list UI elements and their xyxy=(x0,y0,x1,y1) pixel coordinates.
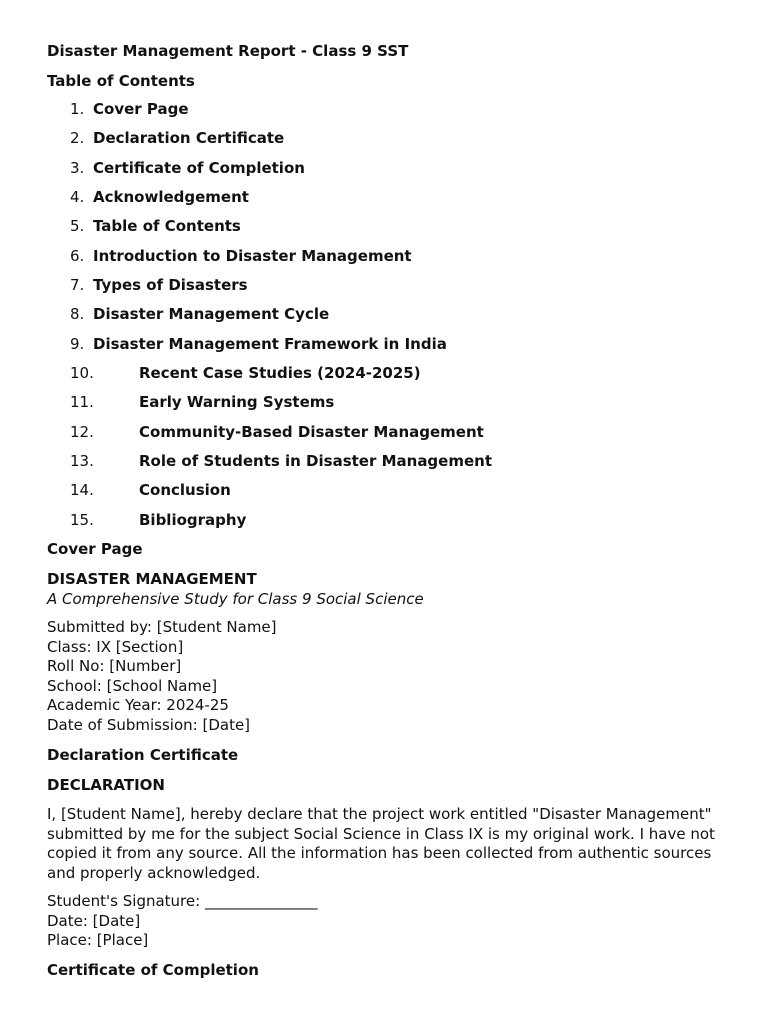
toc-item-label: Types of Disasters xyxy=(93,275,248,294)
signature-line: Student's Signature: _______________ xyxy=(47,892,318,910)
toc-item-label: Certificate of Completion xyxy=(93,158,305,177)
school-line: School: [School Name] xyxy=(47,676,218,695)
toc-item-label: Community-Based Disaster Management xyxy=(139,422,484,441)
toc-item-number: 7. xyxy=(70,275,85,294)
toc-item-label: Disaster Management Framework in India xyxy=(93,334,447,353)
cover-details xyxy=(47,618,277,735)
toc-item-number: 4. xyxy=(70,187,85,206)
report-title: Disaster Management Report - Class 9 SST xyxy=(47,42,409,60)
toc-item-label: Bibliography xyxy=(139,510,247,529)
declaration-date: Date: [Date] xyxy=(47,911,141,930)
toc-item-number: 10. xyxy=(70,363,94,382)
toc-item-number: 13. xyxy=(70,451,94,470)
cover-subtitle: A Comprehensive Study for Class 9 Social Science xyxy=(47,590,424,608)
toc-item-number: 11. xyxy=(70,393,94,412)
toc-item-label: Early Warning Systems xyxy=(139,393,335,412)
toc-item-label: Role of Students in Disaster Management xyxy=(139,451,492,470)
declaration-title: DECLARATION xyxy=(47,776,165,794)
toc-heading: Table of Contents xyxy=(47,72,195,90)
roll-no: Roll No: [Number] xyxy=(47,657,182,675)
toc-item-label: Cover Page xyxy=(93,100,189,118)
toc-item-number: 9. xyxy=(70,334,85,353)
toc-item-number: 1. xyxy=(70,100,85,118)
toc-item-label: Introduction to Disaster Management xyxy=(93,246,412,265)
toc-item-number: 15. xyxy=(70,510,94,529)
toc-item-number: 12. xyxy=(70,422,94,441)
declaration-place: Place: [Place] xyxy=(47,931,149,949)
toc-item-number: 3. xyxy=(70,158,85,177)
declaration-signoff xyxy=(47,892,317,951)
toc-item-number: 14. xyxy=(70,481,94,500)
toc-item-label: Acknowledgement xyxy=(93,187,249,206)
toc-item-label: Disaster Management Cycle xyxy=(93,305,330,324)
toc-item-label: Table of Contents xyxy=(93,217,241,236)
submission-date: Date of Submission: [Date] xyxy=(47,715,251,734)
class-line: Class: IX [Section] xyxy=(47,637,184,656)
cover-heading: Cover Page xyxy=(47,540,143,558)
cover-title: DISASTER MANAGEMENT xyxy=(47,570,257,588)
submitted-by: Submitted by: [Student Name] xyxy=(47,618,277,636)
declaration-body: I, [Student Name], hereby declare that the project work entitled "Disaster Management" submitted by me for the subject Social Science in Class IX is my original work. I have not copied it from any source. All the information has been collected from authentic sources and properly acknowledged. xyxy=(47,805,715,882)
academic-year: Academic Year: 2024-25 xyxy=(47,696,229,714)
toc-item-label: Conclusion xyxy=(139,481,231,500)
toc-item-number: 2. xyxy=(70,129,85,148)
toc-item-label: Recent Case Studies (2024-2025) xyxy=(139,363,421,382)
completion-heading: Certificate of Completion xyxy=(47,961,259,979)
toc-item-label: Declaration Certificate xyxy=(93,129,285,148)
toc-item-number: 5. xyxy=(70,217,85,236)
toc-item-number: 6. xyxy=(70,246,85,265)
toc-item-number: 8. xyxy=(70,305,85,324)
declaration-heading: Declaration Certificate xyxy=(47,746,239,764)
